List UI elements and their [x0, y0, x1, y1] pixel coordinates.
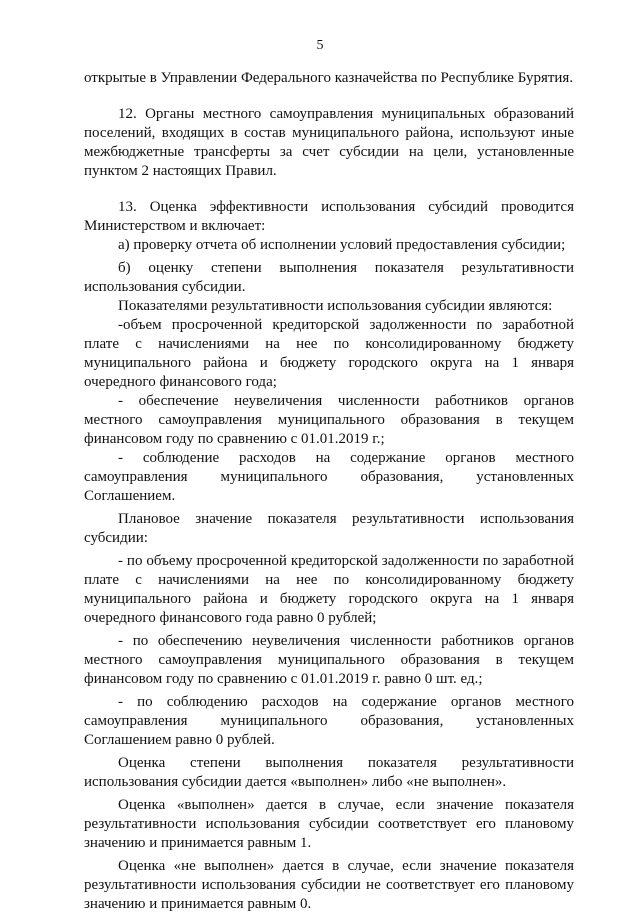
paragraph-planned-staff: - по обеспечению неувеличения численности работников органов местного самоуправления муниципального образования в текущем финансовом году по сравнению с 01.01.2019 г. равно 0 шт. ед.;: [84, 633, 574, 687]
paragraph-item-b: б) оценку степени выполнения показателя результативности использования субсидии.: [84, 260, 574, 295]
paragraph-item-a: а) проверку отчета об исполнении условий предоставления субсидии;: [118, 237, 566, 253]
paragraph-indicators-heading: Показателями результативности использования субсидии являются:: [118, 298, 553, 314]
page-number: 5: [316, 38, 324, 53]
paragraph-planned-expenses: - по соблюдению расходов на содержание органов местного самоуправления муниципального образования, установленных Соглашением равно 0 рублей.: [84, 694, 574, 748]
paragraph-assessment-not-done: Оценка «не выполнен» дается в случае, если значение показателя результативности использования субсидии не соответствует его плановому значению и принимается равным 0.: [84, 858, 574, 912]
paragraph-planned-debt: - по объему просроченной кредиторской задолженности по заработной плате с начислениями на нее по консолидированному бюджету муниципального района и бюджету городского округа на 1 января очередного финансового года равно 0 рублей;: [84, 553, 574, 626]
paragraph-assessment-done: Оценка «выполнен» дается в случае, если значение показателя результативности использования субсидии соответствует его плановому значению и принимается равным 1.: [84, 797, 574, 851]
paragraph-planned-heading: Плановое значение показателя результативности использования субсидии:: [84, 511, 574, 546]
paragraph-indicator-debt: -объем просроченной кредиторской задолженности по заработной плате с начислениями на нее по консолидированному бюджету муниципального района и бюджету городского округа на 1 января очередного финансового года;: [84, 317, 574, 390]
paragraph-indicator-staff: - обеспечение неувеличения численности работников органов местного самоуправления муниципального образования в текущем финансовом году по сравнению с 01.01.2019 г.;: [84, 393, 574, 447]
paragraph-clause-13: 13. Оценка эффективности использования субсидий проводится Министерством и включает:: [84, 199, 574, 234]
document-body: [84, 69, 574, 914]
paragraph-assessment: Оценка степени выполнения показателя результативности использования субсидии дается «выполнен» либо «не выполнен».: [84, 755, 574, 790]
paragraph-indicator-expenses: - соблюдение расходов на содержание органов местного самоуправления муниципального образования, установленных Соглашением.: [84, 450, 574, 504]
paragraph-clause-12: 12. Органы местного самоуправления муниципальных образований поселений, входящих в состав муниципального района, используют иные межбюджетные трансферты за счет субсидии на цели, установленные пунктом 2 настоящих Правил.: [84, 106, 574, 179]
paragraph-continuation: открытые в Управлении Федерального казначейства по Республике Бурятия.: [84, 70, 574, 86]
